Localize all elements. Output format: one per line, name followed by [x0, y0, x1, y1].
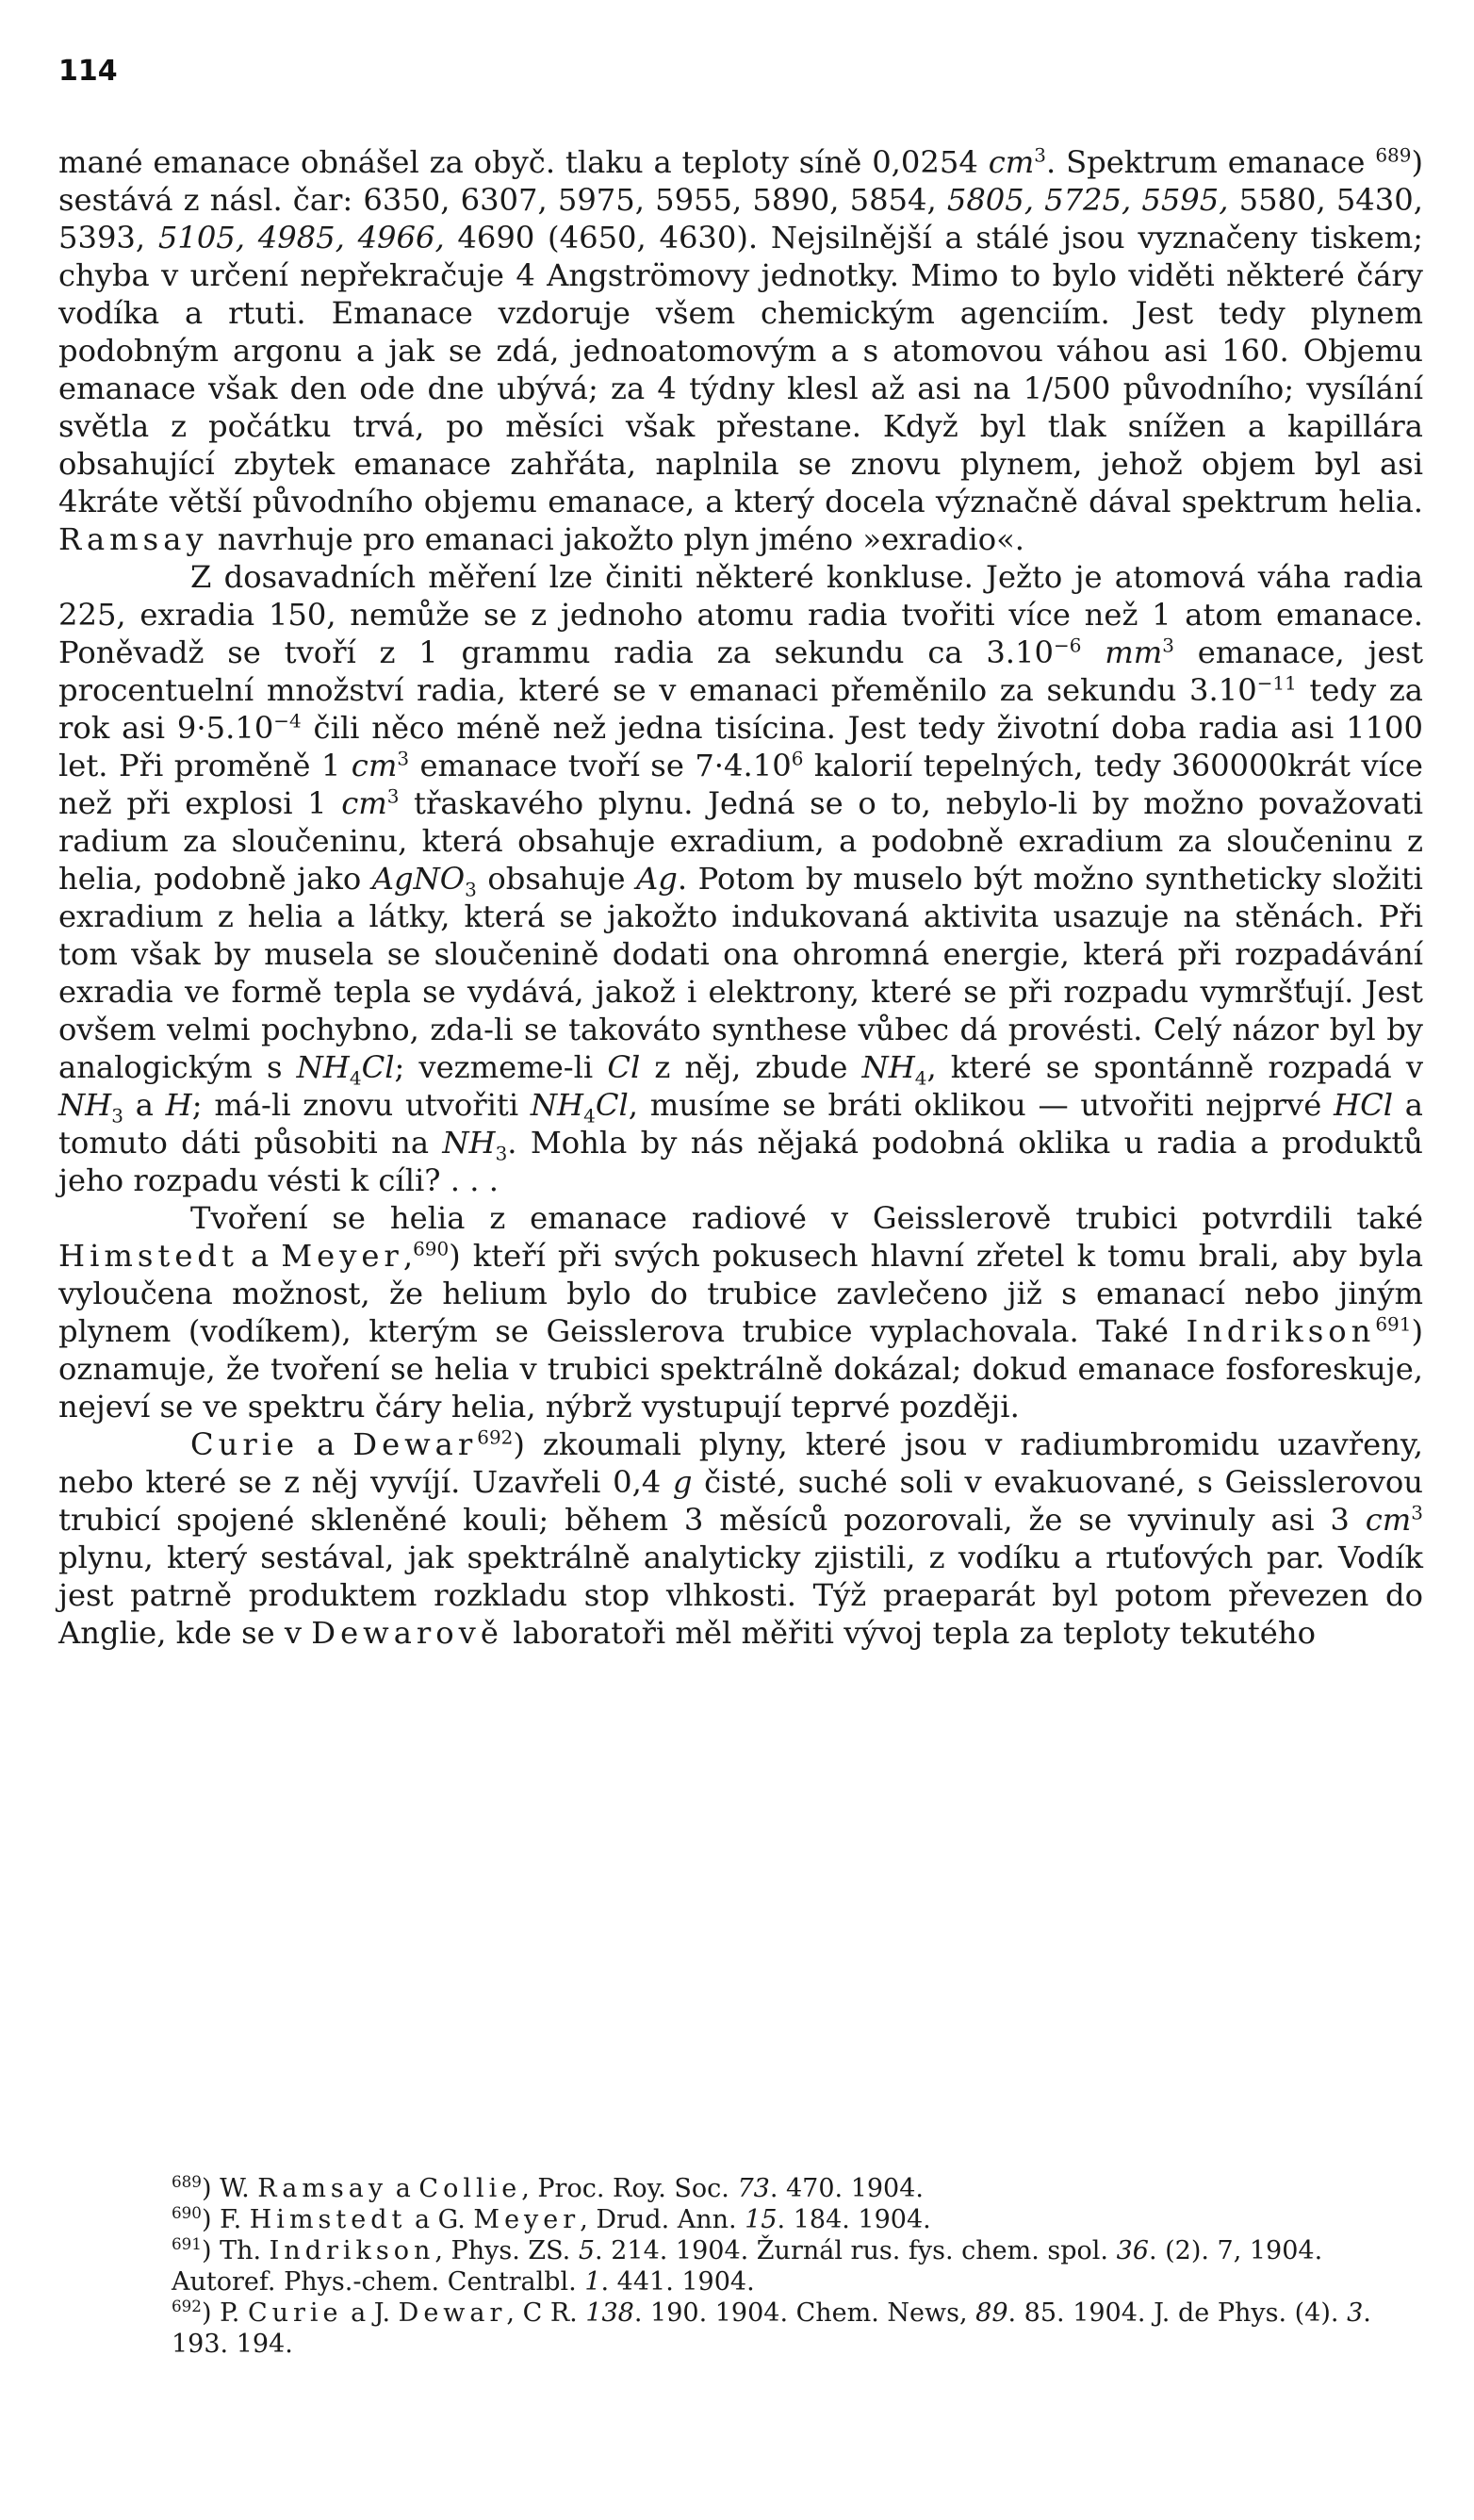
text-sub: 3 — [495, 1142, 508, 1165]
text-run: čisté, suché soli v evakuované, s Geisslerovou trubicí spojené skleněné kouli; během 3 měsíců pozorovali, že se vyvinuly asi 3 — [58, 1464, 1424, 1538]
text-run — [1081, 634, 1105, 670]
text-run: . 184. 1904. — [777, 2205, 931, 2234]
text-sup: 689 — [172, 2172, 202, 2191]
text-sub: 3 — [465, 878, 477, 901]
text-run: , musíme se bráti oklikou — utvořiti nejprvé — [628, 1087, 1335, 1123]
text-sup: 690 — [172, 2203, 202, 2222]
paragraph — [58, 558, 1423, 1199]
text-spaced: Dewar — [352, 1426, 478, 1462]
text-run: mané emanace obnášel za obyč. tlaku a teploty síně 0,0254 — [58, 144, 989, 180]
text-run: ) F. — [201, 2205, 250, 2234]
text-it: Cl — [361, 1049, 395, 1085]
text-sup: 689 — [1375, 143, 1412, 167]
text-sub: 3 — [111, 1104, 123, 1128]
text-run: emanace, jest procentuelní množství radia, které se v emanaci přeměnilo za sekundu 3.10 — [58, 634, 1424, 708]
text-spaced: Himstedt — [58, 1238, 238, 1274]
text-it: g — [672, 1464, 693, 1500]
text-run: , Phys. ZS. — [434, 2236, 579, 2265]
text-sup: −11 — [1256, 671, 1297, 695]
text-it: cm — [1365, 1502, 1412, 1538]
text-sup: 3 — [1162, 634, 1174, 657]
text-sup: 6 — [791, 747, 804, 770]
footnote-690 — [58, 2204, 1423, 2235]
text-run: Z dosavadních měření lze činiti některé konkluse. Ježto je atomová váha radia 225, exradia 150, nemůže se z jednoho atomu radia tvořiti více než 1 atom emanace. Poněvadž se tvoří z 1 grammu radia za sekundu ca 3.10 — [58, 559, 1423, 670]
footnote-689 — [58, 2173, 1423, 2204]
text-sup: 690 — [413, 1237, 450, 1260]
text-run: a — [237, 1238, 282, 1274]
text-run: a J. — [342, 2298, 399, 2328]
footnote-692 — [58, 2298, 1423, 2360]
text-run: , Drud. Ann. — [580, 2205, 745, 2234]
text-run: ) Th. — [201, 2236, 270, 2265]
text-run: , C R. — [506, 2298, 586, 2328]
text-it: mm — [1105, 634, 1163, 670]
text-sup: −6 — [1054, 634, 1082, 657]
text-spaced: Indrikson — [269, 2236, 435, 2265]
text-spaced: Meyer — [281, 1238, 403, 1274]
text-it: NH — [58, 1087, 112, 1123]
text-run: 4690 (4650, 4630). Nejsilnější a stálé jsou vyznačeny tiskem; chyba v určení nepřekračuje 4 Angströmovy jednotky. Mimo to bylo viděti některé čáry vodíka a rtuti. Emanace vzdoruje všem chemickým agenciím. Jest tedy plynem podobným argonu a jak se zdá, jednoatomovým a s atomovou váhou asi 160. Objemu emanace však den ode dne ubývá; za 4 týdny klesl až asi na 1/500 původního; vysílání světla z počátku trvá, po měsíci však přestane. Když byl tlak snížen a kapillára obsahující zbytek emanace zahřáta, naplnila se znovu plynem, jehož objem byl asi 4kráte větší původního objemu emanace, a který docela význačně dával spektrum helia. — [58, 220, 1423, 519]
text-run: , — [402, 1238, 414, 1274]
text-it: NH — [296, 1049, 350, 1085]
text-run: ) kteří při svých pokusech hlavní zřetel k tomu brali, aby byla vyloučena možnost, že helium bylo do trubice zavlečeno již s emanací nebo jiným plynem (vodíkem), kterým se Geisslerova trubice vyplachovala. Také — [58, 1238, 1424, 1349]
footnote-691 — [58, 2235, 1423, 2298]
text-run: a — [123, 1087, 166, 1123]
text-run: čili něco méně než jedna tisícina. Jest tedy životní doba radia asi 1100 let. Při proměně 1 — [58, 710, 1423, 783]
text-run: plynu, který sestával, jak spektrálně analyticky zjistili, z vodíku a rtuťových par. Vodík jest patrně produktem rozkladu stop vlhkosti. Týž praeparát byl potom převezen do Anglie, kde se v — [58, 1540, 1423, 1651]
text-run: . 85. 1904. J. de Phys. (4). — [1007, 2298, 1348, 2328]
text-run: laboratoři měl měřiti vývoj tepla za teploty tekutého — [502, 1615, 1316, 1651]
text-sup: 3 — [397, 747, 410, 770]
text-spaced: Curie — [247, 2298, 343, 2328]
text-it: cm — [341, 785, 387, 821]
text-run: ) zkoumali plyny, které jsou v radiumbromidu uzavřeny, nebo které se z něj vyvíjí. Uzavřeli 0,4 — [58, 1426, 1424, 1500]
text-spaced: Ramsay — [58, 521, 208, 557]
text-run: . 214. 1904. Žurnál rus. fys. chem. spol. — [595, 2236, 1117, 2265]
text-it: 5 — [578, 2236, 596, 2265]
text-run: ; má-li znovu utvořiti — [191, 1087, 531, 1123]
text-spaced: Himstedt — [249, 2205, 407, 2234]
text-run: . Spektrum emanace — [1045, 144, 1376, 180]
text-sup: −4 — [273, 709, 302, 733]
text-sub: 4 — [349, 1066, 362, 1090]
text-run: z něj, zbude — [640, 1049, 862, 1085]
text-it: 138 — [585, 2298, 634, 2328]
text-it: H — [165, 1087, 192, 1123]
paragraph — [58, 1199, 1423, 1425]
text-it: 5805, 5725, 5595, — [946, 182, 1229, 218]
text-sup: 692 — [477, 1425, 514, 1449]
text-sup: 3 — [1034, 143, 1046, 167]
text-spaced: Meyer — [473, 2205, 581, 2234]
text-run: třaskavého plynu. Jedná se o to, nebylo-li by možno považovati radium za sloučeninu, která obsahuje exradium, a podobně exradium za sloučeninu z helia, podobně jako — [58, 785, 1423, 897]
text-it: 73 — [737, 2174, 770, 2203]
text-run: ) P. — [201, 2298, 248, 2328]
text-sup: 3 — [386, 784, 400, 808]
text-it: Ag — [636, 861, 678, 897]
text-run: ) W. — [201, 2174, 258, 2203]
text-sup: 691 — [1375, 1312, 1412, 1336]
text-run: emanace tvoří se 7·4.10 — [409, 748, 792, 783]
text-run: . 470. 1904. — [769, 2174, 924, 2203]
text-it: 36 — [1116, 2236, 1149, 2265]
text-run: a — [299, 1426, 353, 1462]
text-it: cm — [351, 748, 398, 783]
text-it: 3 — [1347, 2298, 1364, 2328]
text-it: AgNO — [371, 861, 466, 897]
text-it: NH — [442, 1125, 496, 1161]
text-run: ) sestává z násl. čar: 6350, 6307, 5975, 5955, 5890, 5854, — [58, 144, 1423, 218]
text-run: ; vezmeme-li — [394, 1049, 608, 1085]
text-run: obsahuje — [476, 861, 637, 897]
text-run: . (2). 7, 1904. Autoref. Phys.-chem. Centralbl. — [172, 2236, 1323, 2297]
text-spaced: Collie — [418, 2174, 522, 2203]
text-it: cm — [988, 144, 1035, 180]
text-run: a — [387, 2174, 419, 2203]
text-it: HCl — [1334, 1087, 1394, 1123]
paragraph — [58, 1425, 1423, 1652]
main-text — [58, 143, 1423, 1652]
text-it: 15 — [745, 2205, 778, 2234]
text-sub: 4 — [914, 1066, 927, 1090]
text-run: kalorií tepelných, tedy 360000krát více než při explosi 1 — [58, 748, 1423, 821]
text-run: 5580, 5430, 5393, — [58, 182, 1423, 255]
text-spaced: Indrikson — [1186, 1313, 1376, 1349]
text-spaced: Dewar — [398, 2298, 507, 2328]
text-run: tedy za rok asi 9·5.10 — [58, 672, 1423, 746]
text-run: a tomuto dáti působiti na — [58, 1087, 1423, 1161]
text-it: Cl — [607, 1049, 641, 1085]
text-it: 5105, 4985, 4966, — [157, 220, 445, 255]
text-sup: 691 — [172, 2234, 202, 2253]
text-it: Cl — [595, 1087, 629, 1123]
text-run: Tvoření se helia z emanace radiové v Geisslerově trubici potvrdili také — [190, 1200, 1423, 1236]
text-run: navrhuje pro emanaci jakožto plyn jméno »exradio«. — [207, 521, 1025, 557]
text-it: NH — [861, 1049, 915, 1085]
text-run: . Potom by muselo být možno syntheticky složiti exradium z helia a látky, která se jakožto indukovaná aktivita usazuje na stěnách. Při tom však by musela se sloučenině dodati ona ohromná energie, která při rozpadávání exradia ve formě tepla se vydává, jakož i elektrony, které se při rozpadu vymršťují. Jest ovšem velmi pochybno, zda-li se takováto synthese vůbec dá provésti. Celý názor byl by analogickým s — [58, 861, 1423, 1085]
text-it: 1 — [584, 2267, 601, 2297]
text-spaced: Curie — [190, 1426, 300, 1462]
text-sup: 692 — [172, 2297, 202, 2315]
text-run: , které se spontánně rozpadá v — [926, 1049, 1423, 1085]
text-sup: 3 — [1411, 1501, 1423, 1524]
paragraph — [58, 143, 1423, 558]
page-number: 114 — [58, 55, 118, 88]
text-run: , Proc. Roy. Soc. — [521, 2174, 738, 2203]
text-it: 89 — [975, 2298, 1008, 2328]
text-spaced: Dewarově — [311, 1615, 503, 1651]
text-run: . Mohla by nás nějaká podobná oklika u radia a produktů jeho rozpadu vésti k cíli? . . . — [58, 1125, 1423, 1198]
text-run: . 193. 194. — [172, 2298, 1371, 2359]
text-run: a G. — [406, 2205, 474, 2234]
text-run: ) oznamuje, že tvoření se helia v trubici spektrálně dokázal; dokud emanace fosforeskuje, nejeví se ve spektru čáry helia, nýbrž vystupují teprvé později. — [58, 1313, 1423, 1425]
footnotes — [58, 2173, 1423, 2360]
text-run: . 190. 1904. Chem. News, — [633, 2298, 976, 2328]
text-run: . 441. 1904. — [600, 2267, 755, 2297]
text-sub: 4 — [583, 1104, 596, 1128]
text-it: NH — [530, 1087, 584, 1123]
text-spaced: Ramsay — [257, 2174, 388, 2203]
